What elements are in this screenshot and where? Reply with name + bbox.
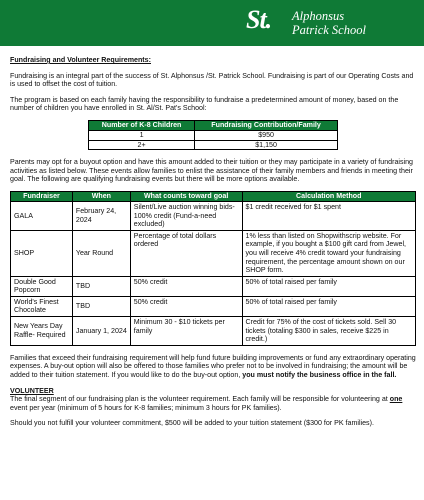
table-cell: New Years Day Raffle- Required (11, 317, 73, 346)
header-banner (0, 0, 424, 46)
table-cell: 50% credit (130, 276, 242, 296)
table-cell: 2+ (89, 140, 195, 150)
volunteer-text-b: event per year (minimum of 5 hours for K-8 families; minimum 3 hours for PK families). (10, 403, 282, 412)
table-cell: January 1, 2024 (72, 317, 130, 346)
volunteer-paragraph (10, 395, 416, 412)
buyout-paragraph: Parents may opt for a buyout option and have this amount added to their tuition or they may participate in a variety of fundraising activities as listed below. These events allow families to enlist the assistance of their family members and friends in meeting their goal. The following are qualifying fundraising events but there will be more options available. (10, 158, 414, 184)
table-cell: February 24, 2024 (72, 201, 130, 230)
volunteer-emphasis: one (389, 395, 403, 404)
table-row (89, 140, 338, 150)
table-cell: Double Good Popcorn (11, 276, 73, 296)
table-row (11, 276, 416, 296)
table-cell: Year Round (72, 230, 130, 276)
table-cell: GALA (11, 201, 73, 230)
table-cell: Credit for 75% of the cost of tickets sold. Sell 30 tickets (totaling $300 in sales, receive $225 in credit.) (242, 317, 416, 346)
program-paragraph: The program is based on each family having the responsibility to fundraise a predetermined amount of money, based on the number of children you have enrolled in St. Al/St. Pat's School: (10, 95, 399, 113)
volunteer-text-a: The final segment of our fundraising plan is the volunteer requirement. Each family will be responsible for volunteering at (10, 395, 390, 404)
document-body (10, 56, 416, 435)
table-cell: Minimum 30 - $10 tickets per family (130, 317, 242, 346)
table-cell: SHOP (11, 230, 73, 276)
page-heading: Fundraising and Volunteer Requirements: (10, 56, 151, 64)
school-name-line2: Patrick School (292, 23, 366, 37)
table-cell: World's Finest Chocolate (11, 296, 73, 316)
column-header: Calculation Method (242, 191, 416, 201)
fundraiser-table (10, 191, 416, 346)
table-row (11, 296, 416, 316)
school-logo (246, 4, 416, 42)
table-cell: $1 credit received for $1 spent (242, 201, 416, 230)
fundraiser-header-row (11, 191, 416, 201)
table-cell: $950 (195, 130, 338, 140)
table-cell: 1 (89, 130, 195, 140)
volunteer-penalty: Should you not fulfill your volunteer commitment, $500 will be added to your tuition statement ($300 for PK families). (10, 419, 374, 428)
contribution-header-row (89, 120, 338, 130)
table-cell: Silent/Live auction winning bids-100% credit (Fund-a-need excluded) (130, 201, 242, 230)
column-header: Fundraiser (11, 191, 73, 201)
table-cell: TBD (72, 276, 130, 296)
column-header: When (72, 191, 130, 201)
table-cell: 50% of total raised per family (242, 296, 416, 316)
column-header: What counts toward goal (130, 191, 242, 201)
exceed-bold-text: you must notify the business office in the fall. (242, 371, 397, 380)
table-cell: TBD (72, 296, 130, 316)
contribution-table (88, 120, 338, 150)
table-row (89, 130, 338, 140)
table-cell: 50% credit (130, 296, 242, 316)
table-row (11, 201, 416, 230)
school-name-line1: Alphonsus (292, 9, 345, 23)
logo-mark: St. (246, 5, 272, 34)
column-header: Number of K-8 Children (89, 120, 195, 130)
table-cell: Percentage of total dollars ordered (130, 230, 242, 276)
table-row (11, 230, 416, 276)
exceed-text: Families that exceed their fundraising requirement will help fund future building improvements or fund any extraordinary operating expenses. A buy-out option will also be offered to those families who prefer not to be involved in fundraising; the amount will be added to their tuition statement. If you would like to do the buy-out option, (10, 353, 416, 380)
exceed-paragraph (10, 354, 416, 380)
volunteer-heading: VOLUNTEER (10, 386, 54, 395)
intro-paragraph: Fundraising is an integral part of the success of St. Alphonsus /St. Patrick School. Fundraising is part of our Operating Costs and is used to offset the cost of tuition. (10, 71, 414, 89)
table-cell: 50% of total raised per family (242, 276, 416, 296)
table-row (11, 317, 416, 346)
column-header: Fundraising Contribution/Family (195, 120, 338, 130)
table-cell: 1% less than listed on Shopwithscrip website. For example, if you bought a $100 gift card from Jewel, you will receive 4% credit toward your fundraising requirement, the percentage amount shown on our SHOP form. (242, 230, 416, 276)
table-cell: $1,150 (195, 140, 338, 150)
